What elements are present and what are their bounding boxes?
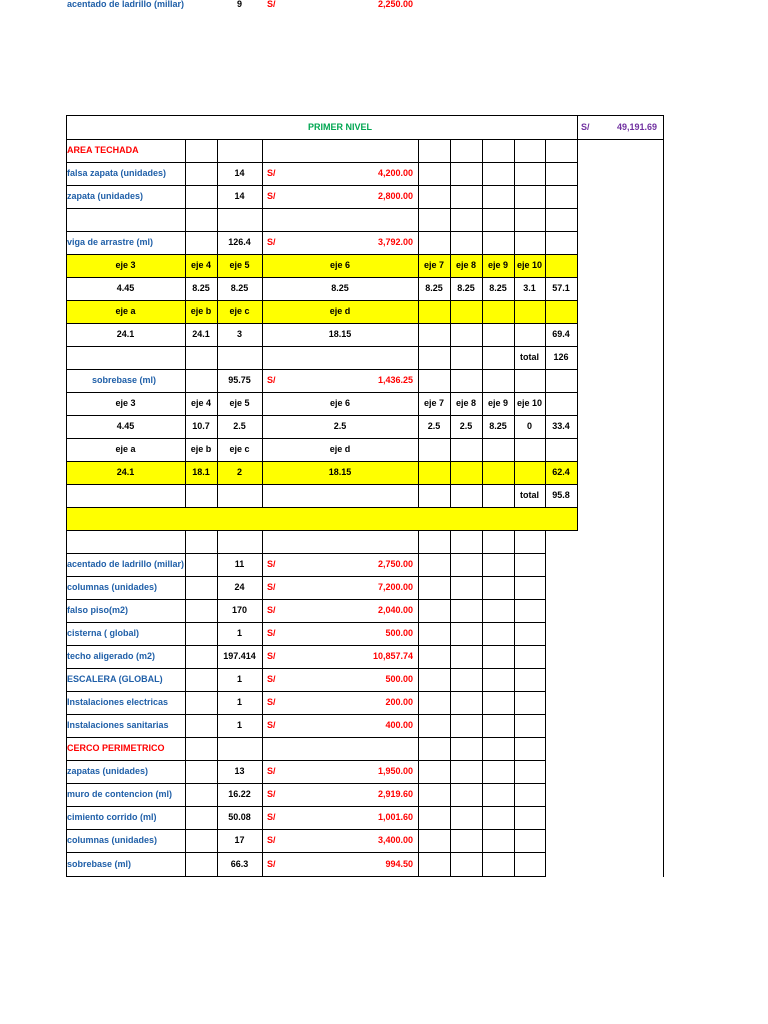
axis-header: eje c [229, 444, 250, 454]
grid-line [66, 507, 578, 508]
grid-line [66, 208, 578, 209]
axis-header: eje 7 [423, 398, 445, 408]
item-quantity: 17 [234, 835, 245, 845]
grid-line [66, 323, 578, 324]
axis-header: eje a [115, 444, 136, 454]
item-label: falso piso(m2) [67, 605, 129, 615]
axis-header: eje 10 [516, 260, 543, 270]
item-currency: S/ [267, 191, 276, 201]
axis-value: 24.1 [116, 467, 135, 477]
grid-line [66, 254, 578, 255]
axis-header: eje 7 [423, 260, 445, 270]
axis-value: 3.1 [523, 283, 536, 293]
grid-line [66, 553, 546, 554]
grid-line [577, 139, 578, 531]
item-currency: S/ [267, 674, 276, 684]
axis-header: eje 4 [190, 398, 212, 408]
section-heading: AREA TECHADA [67, 145, 139, 155]
grid-line [185, 530, 186, 877]
grid-line [66, 806, 546, 807]
item-quantity: 66.3 [230, 858, 249, 869]
item-amount: 200.00 [385, 697, 413, 707]
axis-value: 8.25 [331, 283, 349, 293]
axis-value: 57.1 [552, 283, 570, 293]
axis-value: 8.25 [457, 283, 475, 293]
item-amount: 1,436.25 [377, 375, 413, 385]
item-label: viga de arrastre (ml) [67, 237, 154, 247]
item-label: acentado de ladrillo (millar) [67, 0, 185, 9]
item-currency: S/ [267, 651, 276, 661]
axis-header: eje b [190, 444, 212, 454]
item-label: sobrebase (ml) [67, 858, 132, 869]
grid-line [482, 530, 483, 877]
item-label: muro de contencion (ml) [67, 789, 173, 799]
section-heading: CERCO PERIMETRICO [67, 743, 165, 753]
total-value: 126 [553, 352, 569, 362]
axis-header: eje 9 [487, 398, 509, 408]
axis-header: eje a [115, 306, 136, 316]
grid-line [262, 530, 263, 877]
highlight-row [66, 461, 577, 484]
grid-line [418, 530, 419, 877]
item-quantity: 170 [231, 605, 248, 615]
grid-line [217, 530, 218, 877]
axis-header: eje 6 [329, 260, 351, 270]
item-quantity: 197.414 [223, 651, 256, 661]
axis-header: eje 5 [229, 398, 250, 408]
axis-header: eje d [329, 306, 351, 316]
item-quantity: 95.75 [228, 375, 251, 385]
item-currency: S/ [267, 766, 276, 776]
item-amount: 500.00 [385, 628, 413, 638]
item-amount: 7,200.00 [377, 582, 413, 592]
axis-value: 2.5 [427, 421, 441, 431]
item-amount: 2,919.60 [377, 789, 413, 799]
axis-value: 2.5 [333, 421, 347, 431]
item-amount: 2,250.00 [377, 0, 413, 9]
grid-line [66, 277, 578, 278]
item-amount: 2,750.00 [377, 559, 413, 569]
item-label: cimiento corrido (ml) [67, 812, 157, 822]
grid-line [66, 622, 546, 623]
axis-value: 2.5 [459, 421, 473, 431]
axis-header: eje 3 [115, 260, 136, 270]
item-currency: S/ [267, 835, 276, 845]
item-amount: 10,857.74 [372, 651, 413, 661]
item-label: ESCALERA (GLOBAL) [67, 674, 163, 684]
grid-line [66, 576, 546, 577]
axis-header: eje 6 [329, 398, 351, 408]
axis-value: 8.25 [425, 283, 443, 293]
axis-header: eje c [229, 306, 250, 316]
highlight-row [66, 507, 577, 530]
axis-sum: 69.4 [552, 329, 570, 339]
grid-line [66, 392, 578, 393]
axis-value: 4.45 [116, 421, 135, 431]
axis-header: eje d [329, 444, 351, 454]
axis-value: 8.25 [192, 283, 210, 293]
item-amount: 994.50 [385, 858, 413, 869]
item-label: sobrebase (ml) [92, 375, 157, 385]
item-amount: 1,950.00 [377, 766, 413, 776]
item-currency: S/ [267, 237, 276, 247]
item-currency: S/ [267, 605, 276, 615]
item-currency: S/ [267, 858, 276, 869]
grid-line [66, 691, 546, 692]
item-label: Instalaciones sanitarias [67, 720, 169, 730]
axis-header: eje 8 [455, 398, 477, 408]
axis-header: eje 5 [229, 260, 250, 270]
axis-value: 3 [236, 329, 243, 339]
grid-line [66, 115, 663, 116]
grid-line [66, 876, 546, 877]
item-quantity: 16.22 [228, 789, 251, 799]
item-currency: S/ [267, 628, 276, 638]
item-currency: S/ [267, 559, 276, 569]
axis-header: eje 4 [190, 260, 212, 270]
axis-header: eje 9 [487, 260, 509, 270]
grid-line [66, 369, 578, 370]
item-quantity: 11 [234, 559, 245, 569]
axis-value: 4.45 [116, 283, 135, 293]
item-label: columnas (unidades) [67, 835, 158, 845]
item-amount: 500.00 [385, 674, 413, 684]
item-currency: S/ [267, 0, 276, 9]
item-amount: 1,001.60 [377, 812, 413, 822]
axis-sum: 62.4 [552, 467, 570, 477]
grid-line [66, 530, 578, 531]
grid-line [66, 484, 578, 485]
grid-line [450, 530, 451, 877]
grid-line [66, 231, 578, 232]
item-quantity: 126.4 [228, 237, 251, 247]
item-label: techo aligerado (m2) [67, 651, 156, 661]
grid-line [66, 714, 546, 715]
item-quantity: 1 [236, 628, 243, 638]
item-quantity: 14 [234, 191, 245, 201]
header-currency: S/ [581, 121, 590, 132]
axis-header: eje 10 [516, 398, 543, 408]
axis-header: eje b [190, 306, 212, 316]
item-quantity: 1 [236, 720, 243, 730]
item-amount: 3,400.00 [377, 835, 413, 845]
axis-value: 18.15 [328, 467, 352, 477]
axis-value: 18.1 [192, 467, 210, 477]
total-value: 95.8 [552, 490, 570, 500]
item-quantity: 1 [236, 674, 243, 684]
grid-line [66, 668, 546, 669]
grid-line [663, 115, 664, 877]
grid-line [577, 115, 578, 140]
grid-line [514, 530, 515, 877]
axis-value: 0 [526, 421, 533, 431]
axis-value: 24.1 [192, 329, 210, 339]
grid-line [66, 852, 546, 853]
axis-value: 8.25 [230, 283, 249, 293]
item-label: zapatas (unidades) [67, 766, 149, 776]
axis-value: 8.25 [489, 421, 507, 431]
grid-line [66, 783, 546, 784]
grid-line [66, 162, 578, 163]
axis-header: eje 3 [115, 398, 136, 408]
axis-value: 8.25 [489, 283, 507, 293]
grid-line [66, 461, 578, 462]
grid-line [66, 645, 546, 646]
item-quantity: 9 [236, 0, 243, 9]
axis-value: 2 [236, 467, 243, 477]
axis-value: 2.5 [233, 421, 246, 431]
highlight-row [66, 300, 577, 323]
item-amount: 400.00 [385, 720, 413, 730]
item-quantity: 14 [234, 168, 245, 178]
item-quantity: 1 [236, 697, 243, 707]
sheet-title: PRIMER NIVEL [307, 121, 373, 132]
grid-line [66, 760, 546, 761]
item-amount: 2,800.00 [377, 191, 413, 201]
axis-value: 33.4 [552, 421, 570, 431]
item-currency: S/ [267, 582, 276, 592]
item-currency: S/ [267, 697, 276, 707]
total-label: total [520, 352, 539, 362]
grid-line [66, 346, 578, 347]
item-quantity: 50.08 [228, 812, 251, 822]
item-currency: S/ [267, 168, 276, 178]
item-currency: S/ [267, 789, 276, 799]
grid-line [66, 185, 578, 186]
grid-line [545, 530, 546, 877]
item-label: zapata (unidades) [67, 191, 144, 201]
axis-header: eje 8 [455, 260, 477, 270]
item-amount: 4,200.00 [377, 168, 413, 178]
item-label: Instalaciones electricas [67, 697, 169, 707]
grid-line [66, 115, 67, 877]
total-label: total [520, 490, 539, 500]
item-amount: 3,792.00 [377, 237, 413, 247]
item-label: falsa zapata (unidades) [67, 168, 167, 178]
grid-line [66, 599, 546, 600]
grid-line [66, 139, 663, 140]
item-label: cisterna ( global) [67, 628, 140, 638]
item-label: columnas (unidades) [67, 582, 158, 592]
axis-value: 18.15 [328, 329, 352, 339]
header-total: 49,191.69 [616, 121, 657, 132]
item-quantity: 13 [234, 766, 245, 776]
grid-line [66, 300, 578, 301]
item-currency: S/ [267, 375, 276, 385]
grid-line [66, 415, 578, 416]
item-amount: 2,040.00 [377, 605, 413, 615]
grid-line [66, 737, 546, 738]
item-label: acentado de ladrillo (millar) [67, 559, 185, 569]
item-currency: S/ [267, 720, 276, 730]
grid-line [66, 829, 546, 830]
item-currency: S/ [267, 812, 276, 822]
axis-value: 24.1 [116, 329, 135, 339]
item-quantity: 24 [234, 582, 245, 592]
grid-line [66, 438, 578, 439]
axis-value: 10.7 [192, 421, 210, 431]
